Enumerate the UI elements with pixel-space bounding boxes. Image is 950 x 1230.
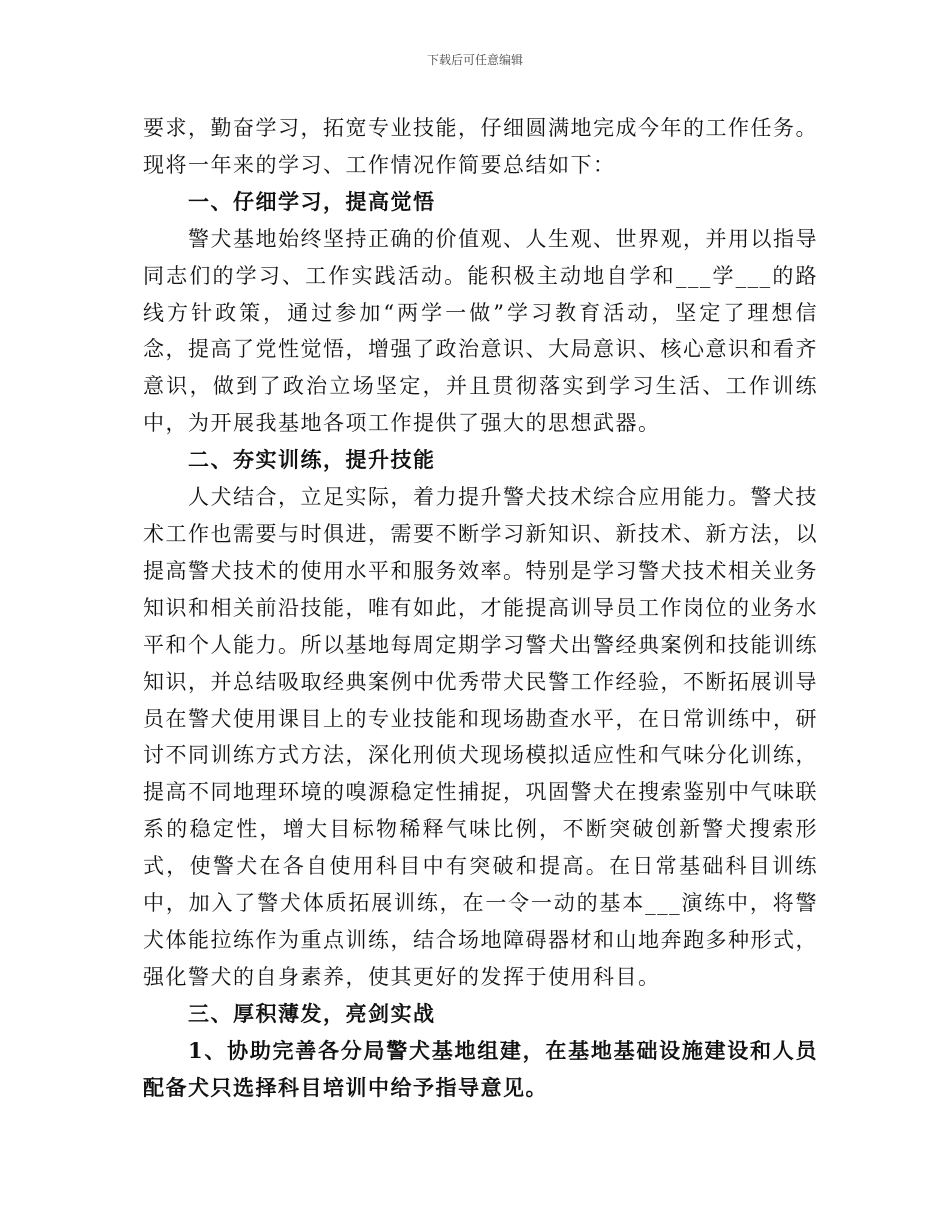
section-3-paragraph: 1、协助完善各分局警犬基地组建，在基地基础设施建设和人员配备犬只选择科目培训中给予指导意见。: [143, 1037, 818, 1100]
section-2-paragraph: 人犬结合，立足实际，着力提升警犬技术综合应用能力。警犬技术工作也需要与时俱进，需要不断学习新知识、新技术、新方法，以提高警犬技术的使用水平和服务效率。特别是学习警犬技术相关业务知识和相关前沿技能，唯有如此，才能提高训导员工作岗位的业务水平和个人能力。所以基地每周定期学习警犬出警经典案例和技能训练知识，并总结吸取经典案例中优秀带犬民警工作经验，不断拓展训导员在警犬使用课目上的专业技能和现场勘查水平，在日常训练中，研讨不同训练方式方法，深化刑侦犬现场模拟适应性和气味分化训练，提高不同地理环境的嗅源稳定性捕捉，巩固警犬在搜索鉴别中气味联系的稳定性，增大目标物稀释气味比例，不断突破创新警犬搜索形式，使警犬在各自使用科目中有突破和提高。在日常基础科目训练中，加入了警犬体质拓展训练，在一令一动的基本___演练中，将警犬体能拉练作为重点训练，结合场地障碍器材和山地奔跑多种形式，强化警犬的自身素养，使其更好的发挥于使用科目。: [143, 485, 818, 989]
section-3-heading: 三、厚积薄发，亮剑实战: [188, 1000, 436, 1026]
page-header: 下载后可任意编辑: [426, 53, 523, 67]
section-2-heading: 二、夯实训练，提升技能: [188, 447, 436, 473]
section-1-heading: 一、仔细学习，提高觉悟: [188, 188, 436, 214]
document-body: [143, 110, 818, 1106]
intro-paragraph: 要求，勤奋学习，拓宽专业技能，仔细圆满地完成今年的工作任务。现将一年来的学习、工作情况作简要总结如下：: [143, 116, 818, 177]
section-1-paragraph: 警犬基地始终坚持正确的价值观、人生观、世界观，并用以指导同志们的学习、工作实践活动。能积极主动地自学和___学___的路线方针政策，通过参加“两学一做”学习教育活动，坚定了理想信念，提高了党性觉悟，增强了政治意识、大局意识、核心意识和看齐意识，做到了政治立场坚定，并且贯彻落实到学习生活、工作训练中，为开展我基地各项工作提供了强大的思想武器。: [143, 226, 818, 436]
